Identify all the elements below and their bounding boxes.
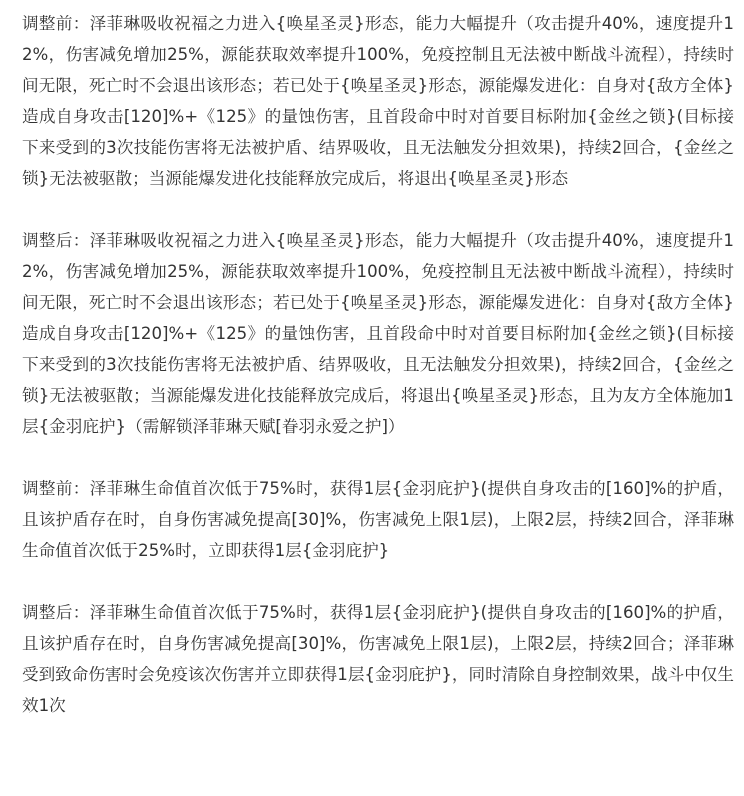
paragraph-skill1-after: 调整后：泽菲琳吸收祝福之力进入{唤星圣灵}形态，能力大幅提升（攻击提升40%，速度提升12%，伤害减免增加25%，源能获取效率提升100%，免疫控制且无法被中断战斗流程），持续时间无限，死亡时不会退出该形态；若已处于{唤星圣灵}形态，源能爆发进化：自身对{敌方全体}造成自身攻击[120]%+《125》的量蚀伤害，且首段命中时对首要目标附加{金丝之锁}(目标接下来受到的3次技能伤害将无法被护盾、结界吸收，且无法触发分担效果)，持续2回合，{金丝之锁}无法被驱散；当源能爆发进化技能释放完成后，将退出{唤星圣灵}形态，且为友方全体施加1层{金羽庇护}（需解锁泽菲琳天赋[眷羽永爱之护]） [22, 231, 734, 436]
paragraph-skill2-after: 调整后：泽菲琳生命值首次低于75%时，获得1层{金羽庇护}(提供自身攻击的[160]%的护盾，且该护盾存在时，自身伤害减免提高[30]%，伤害减免上限1层)，上限2层，持续2回合；泽菲琳受到致命伤害时会免疫该次伤害并立即获得1层{金羽庇护}，同时清除自身控制效果，战斗中仅生效1次 [22, 603, 735, 715]
paragraph-skill1-before: 调整前：泽菲琳吸收祝福之力进入{唤星圣灵}形态，能力大幅提升（攻击提升40%，速度提升12%，伤害减免增加25%，源能获取效率提升100%，免疫控制且无法被中断战斗流程），持续时间无限，死亡时不会退出该形态；若已处于{唤星圣灵}形态，源能爆发进化：自身对{敌方全体}造成自身攻击[120]%+《125》的量蚀伤害，且首段命中时对首要目标附加{金丝之锁}(目标接下来受到的3次技能伤害将无法被护盾、结界吸收，且无法触发分担效果)，持续2回合，{金丝之锁}无法被驱散；当源能爆发进化技能释放完成后，将退出{唤星圣灵}形态 [22, 14, 734, 188]
article-body [22, 8, 734, 721]
paragraph-skill2-before: 调整前：泽菲琳生命值首次低于75%时，获得1层{金羽庇护}(提供自身攻击的[160]%的护盾，且该护盾存在时，自身伤害减免提高[30]%，伤害减免上限1层)，上限2层，持续2回合，泽菲琳生命值首次低于25%时，立即获得1层{金羽庇护} [22, 479, 734, 560]
